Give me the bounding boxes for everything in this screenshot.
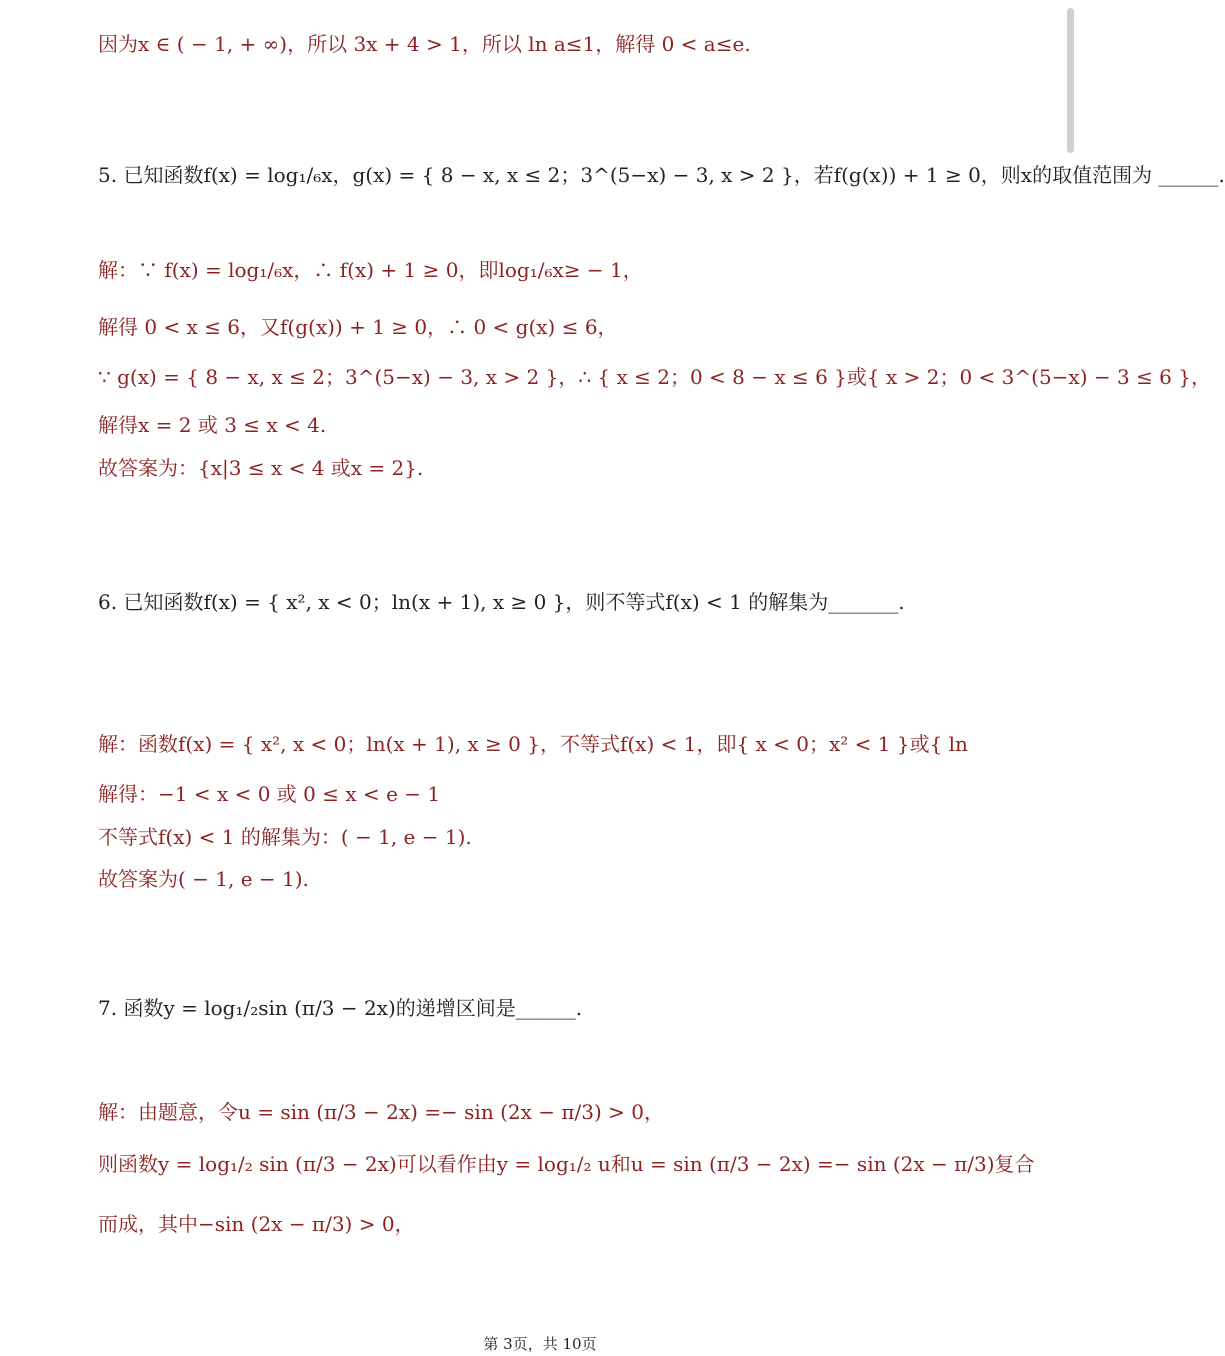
scrollbar[interactable] xyxy=(1067,8,1074,153)
q6-solution-line-2: 解得：−1 < x < 0 或 0 ≤ x < e − 1 xyxy=(98,782,441,806)
q5-solution-line-3: ∵ g(x) = { 8 − x, x ≤ 2；3^(5−x) − 3, x > 2 }，∴ { x ≤ 2；0 < 8 − x ≤ 6 }或{ x > 2；0 < 3^(5−x) − 3 ≤ 6 }， xyxy=(98,365,1211,389)
q5-answer: 故答案为：{x|3 ≤ x < 4 或x = 2}. xyxy=(98,456,424,480)
question-5: 5. 已知函数f(x) = log₁/₆x，g(x) = { 8 − x, x ≤ 2；3^(5−x) − 3, x > 2 }，若f(g(x)) + 1 ≥ 0，则x的取值范围为 ______. xyxy=(98,163,1225,187)
question-6: 6. 已知函数f(x) = { x², x < 0；ln(x + 1), x ≥ 0 }，则不等式f(x) < 1 的解集为_______. xyxy=(98,590,905,614)
q6-answer: 故答案为( − 1, e − 1). xyxy=(98,867,309,891)
q6-solution-line-1: 解：函数f(x) = { x², x < 0；ln(x + 1), x ≥ 0 }，不等式f(x) < 1，即{ x < 0；x² < 1 }或{ ln xyxy=(98,732,968,756)
q5-solution-line-1: 解：∵ f(x) = log₁/₆x，∴ f(x) + 1 ≥ 0，即log₁/₆x≥ − 1， xyxy=(98,258,643,282)
page-footer: 第 3页，共 10页 xyxy=(483,1335,597,1353)
q7-solution-line-3: 而成，其中−sin (2x − π/3) > 0， xyxy=(98,1212,415,1236)
question-7: 7. 函数y = log₁/₂sin (π/3 − 2x)的递增区间是______. xyxy=(98,996,583,1020)
q7-solution-line-2: 则函数y = log₁/₂ sin (π/3 − 2x)可以看作由y = log₁/₂ u和u = sin (π/3 − 2x) =− sin (2x − π/3)复合 xyxy=(98,1152,1035,1176)
q6-solution-line-3: 不等式f(x) < 1 的解集为：( − 1, e − 1). xyxy=(98,825,472,849)
q7-solution-line-1: 解：由题意，令u = sin (π/3 − 2x) =− sin (2x − π/3) > 0， xyxy=(98,1100,664,1124)
q5-solution-line-4: 解得x = 2 或 3 ≤ x < 4. xyxy=(98,413,327,437)
solution-line-prev: 因为x ∈ ( − 1, + ∞)，所以 3x + 4 > 1，所以 ln a≤1，解得 0 < a≤e. xyxy=(98,32,751,56)
q5-solution-line-2: 解得 0 < x ≤ 6，又f(g(x)) + 1 ≥ 0，∴ 0 < g(x) ≤ 6， xyxy=(98,315,618,339)
